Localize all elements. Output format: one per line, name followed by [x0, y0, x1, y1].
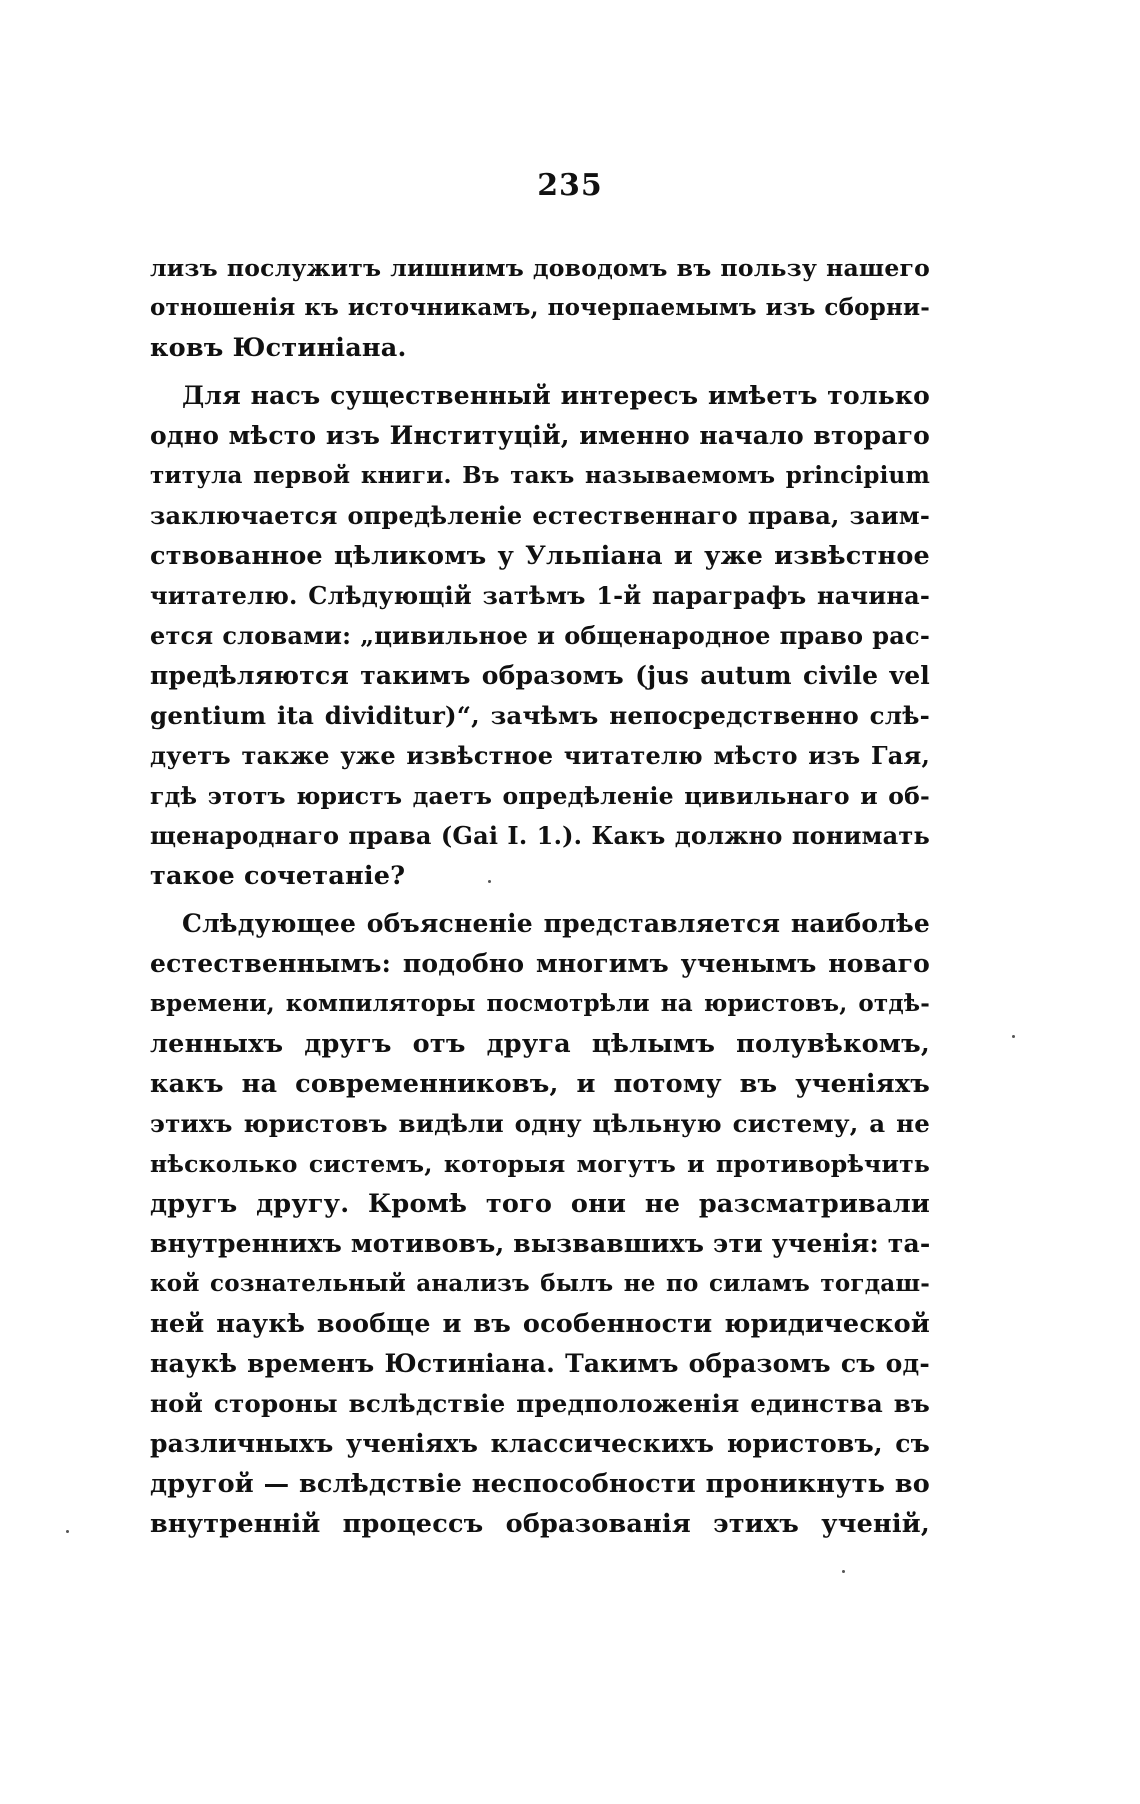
text-line: гдѣ этотъ юристъ даетъ опредѣленіе цивильнаго и об- — [150, 782, 930, 810]
text-line: читателю. Слѣдующій затѣмъ 1-й параграфъ начина- — [150, 581, 930, 610]
text-line: наукѣ временъ Юстиніана. Такимъ образомъ съ од- — [150, 1349, 930, 1378]
text-line: Для насъ существенный интересъ имѣетъ только — [182, 381, 930, 410]
text-line: ствованное цѣликомъ у Ульпіана и уже извѣстное — [150, 541, 930, 571]
text-line: Слѣдующее объясненіе представляется наиболѣе — [182, 909, 930, 938]
scan-speck — [488, 880, 491, 883]
text-line: ется словами: „цивильное и общенародное право рас- — [150, 621, 930, 650]
text-line: какъ на современниковъ, и потому въ ученіяхъ — [150, 1069, 930, 1099]
paragraph-2 — [150, 376, 930, 896]
body-text — [150, 248, 930, 1544]
text-line: ленныхъ другъ отъ друга цѣлымъ полувѣкомъ, — [150, 1029, 930, 1059]
text-line: этихъ юристовъ видѣли одну цѣльную систему, а не — [150, 1109, 930, 1138]
text-line: ной стороны вслѣдствіе предположенія единства въ — [150, 1389, 930, 1418]
text-line: естественнымъ: подобно многимъ ученымъ новаго — [150, 949, 930, 978]
paragraph-1 — [150, 248, 930, 368]
text-line: кой сознательный анализъ былъ не по силамъ тогдаш- — [150, 1270, 930, 1297]
scan-speck — [66, 1530, 69, 1533]
text-line: щенароднаго права (Gai I. 1.). Какъ должно понимать — [150, 821, 930, 850]
text-line: предѣляются такимъ образомъ (jus autum civile vel — [150, 661, 930, 690]
text-line: другой — вслѣдствіе неспособности проникнуть во — [150, 1469, 930, 1499]
scan-speck — [1012, 1035, 1015, 1038]
text-line: заключается опредѣленіе естественнаго права, заим- — [150, 501, 930, 530]
text-line: дуетъ также уже извѣстное читателю мѣсто изъ Гая, — [150, 741, 930, 770]
text-line: другъ другу. Кромѣ того они не разсматривали — [150, 1189, 930, 1219]
text-line: одно мѣсто изъ Институцій, именно начало втораго — [150, 421, 930, 450]
text-line: различныхъ ученіяхъ классическихъ юристовъ, съ — [150, 1429, 930, 1458]
page-number: 235 — [537, 168, 603, 203]
text-line: gentium ita dividitur)“, зачѣмъ непосредственно слѣ- — [150, 701, 930, 730]
text-line: титула первой книги. Въ такъ называемомъ principium — [150, 462, 930, 489]
text-line: ковъ Юстиніана. — [150, 333, 407, 363]
paragraph-3 — [150, 904, 930, 1544]
text-line: такое сочетаніе? — [150, 861, 406, 891]
text-line: ней наукѣ вообще и въ особенности юридической — [150, 1309, 930, 1339]
text-line: нѣсколько системъ, которыя могутъ и противорѣчить — [150, 1150, 930, 1178]
text-line: внутренній процессъ образованія этихъ ученій, — [150, 1509, 930, 1539]
scan-speck — [842, 1570, 845, 1573]
text-line: отношенія къ источникамъ, почерпаемымъ изъ сборни- — [150, 294, 930, 321]
text-line: времени, компиляторы посмотрѣли на юристовъ, отдѣ- — [150, 990, 930, 1017]
text-line: внутреннихъ мотивовъ, вызвавшихъ эти ученія: та- — [150, 1229, 931, 1258]
text-line: лизъ послужитъ лишнимъ доводомъ въ пользу нашего — [150, 254, 930, 282]
